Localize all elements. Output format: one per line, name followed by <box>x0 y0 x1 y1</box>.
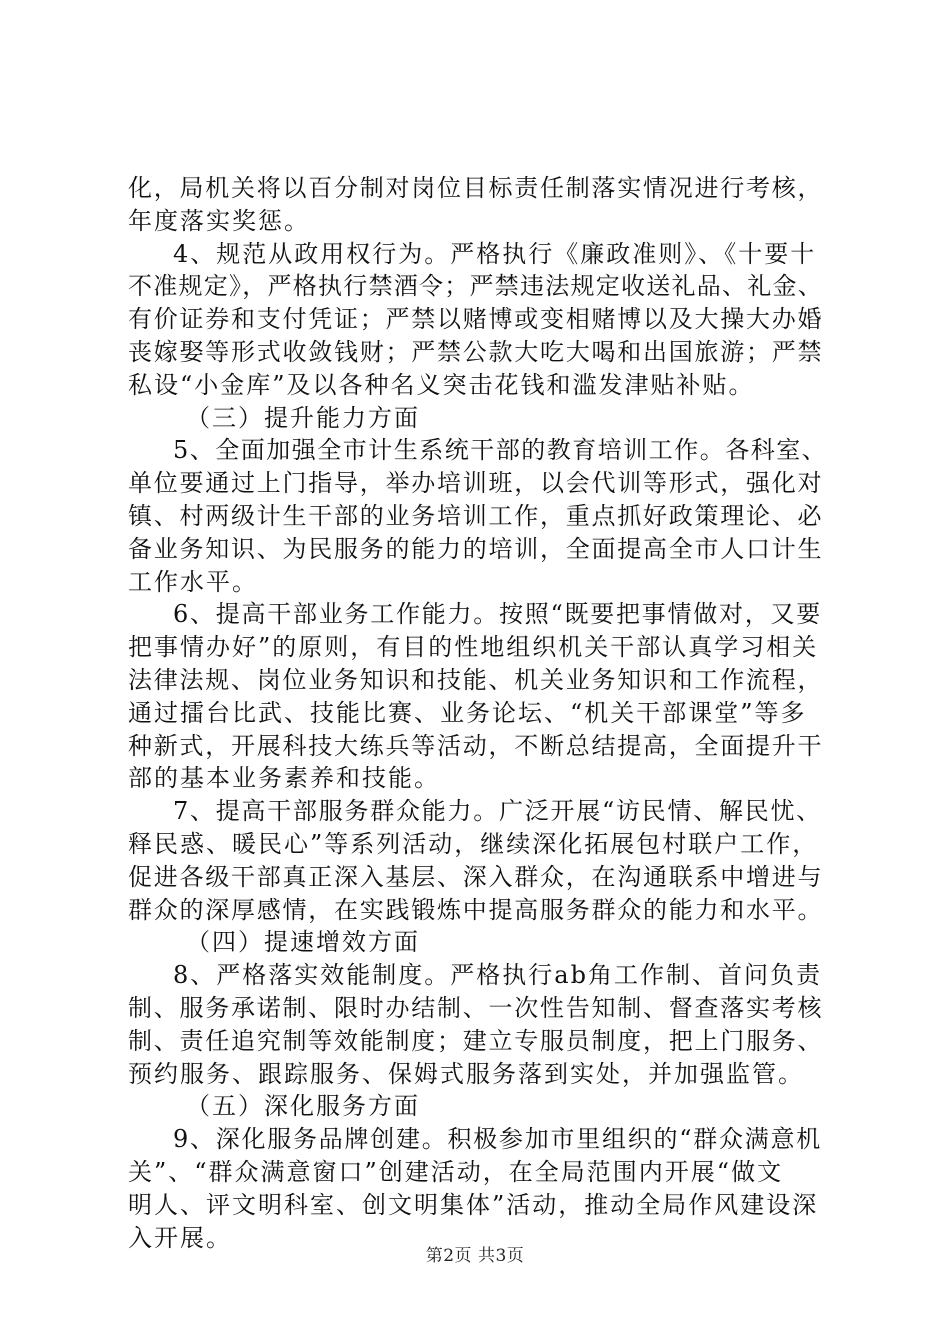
text-line: 7、提高干部服务群众能力。广泛开展“访民情、解民忧、 <box>173 797 823 826</box>
text-line: 种新式，开展科技大练兵等活动，不断总结提高，全面提升干 <box>128 731 824 760</box>
text-line: 8、严格落实效能制度。严格执行ab角工作制、首问负责 <box>173 961 822 990</box>
document-body <box>128 172 828 1254</box>
text-line: 备业务知识、为民服务的能力的培训，全面提高全市人口计生 <box>128 534 824 563</box>
text-line: 明人、评文明科室、创文明集体”活动，推动全局作风建设深 <box>128 1190 819 1219</box>
text-line: 释民惑、暖民心”等系列活动，继续深化拓展包村联户工作， <box>128 829 819 858</box>
text-line: 私设“小金库”及以各种名义突击花钱和滥发津贴补贴。 <box>128 370 755 399</box>
text-line: 制、责任追究制等效能制度；建立专服员制度，把上门服务、 <box>128 1026 824 1055</box>
text-line: 化，局机关将以百分制对岗位目标责任制落实情况进行考核， <box>128 174 824 202</box>
text-line: 群众的深厚感情，在实践锻炼中提高服务群众的能力和水平。 <box>128 895 824 924</box>
text-line: 4、规范从政用权行为。严格执行《廉政准则》、《十要十 <box>173 239 817 268</box>
page-footer: 第2页 共3页 <box>425 1246 525 1266</box>
section-heading: （五）深化服务方面 <box>186 1092 420 1121</box>
text-line: 法律法规、岗位业务知识和技能、机关业务知识和工作流程， <box>128 665 824 694</box>
text-line: 不准规定》，严格执行禁酒令；严禁违法规定收送礼品、礼金、 <box>128 272 823 301</box>
section-heading: （三）提升能力方面 <box>186 403 420 432</box>
text-line: 把事情办好”的原则，有目的性地组织机关干部认真学习相关 <box>128 633 819 662</box>
text-line: 5、全面加强全市计生系统干部的教育培训工作。各科室、 <box>173 436 828 465</box>
text-line: 制、服务承诺制、限时办结制、一次性告知制、督查落实考核 <box>128 993 824 1022</box>
section-heading: （四）提速增效方面 <box>186 928 420 957</box>
text-line: 关”、“群众满意窗口”创建活动，在全局范围内开展“做文 <box>128 1157 784 1186</box>
text-line: 促进各级干部真正深入基层、深入群众，在沟通联系中增进与 <box>128 862 824 891</box>
text-line: 9、深化服务品牌创建。积极参加市里组织的“群众满意机 <box>173 1125 823 1154</box>
text-line: 6、提高干部业务工作能力。按照“既要把事情做对，又要 <box>173 600 823 629</box>
text-line: 年度落实奖惩。 <box>128 206 310 235</box>
text-line: 单位要通过上门指导，举办培训班，以会代训等形式，强化对 <box>128 469 824 498</box>
text-line: 通过擂台比武、技能比赛、业务论坛、“机关干部课堂”等多 <box>128 698 807 727</box>
text-line: 丧嫁娶等形式收敛钱财；严禁公款大吃大喝和出国旅游；严禁 <box>128 337 824 366</box>
text-line: 有价证券和支付凭证；严禁以赌博或变相赌博以及大操大办婚 <box>128 305 824 334</box>
text-line: 部的基本业务素养和技能。 <box>128 764 440 793</box>
text-line: 预约服务、跟踪服务、保姆式服务落到实处，并加强监管。 <box>128 1059 804 1088</box>
text-line: 镇、村两级计生干部的业务培训工作，重点抓好政策理论、必 <box>128 501 824 530</box>
text-line: 工作水平。 <box>128 567 258 596</box>
text-line: 入开展。 <box>128 1223 232 1252</box>
